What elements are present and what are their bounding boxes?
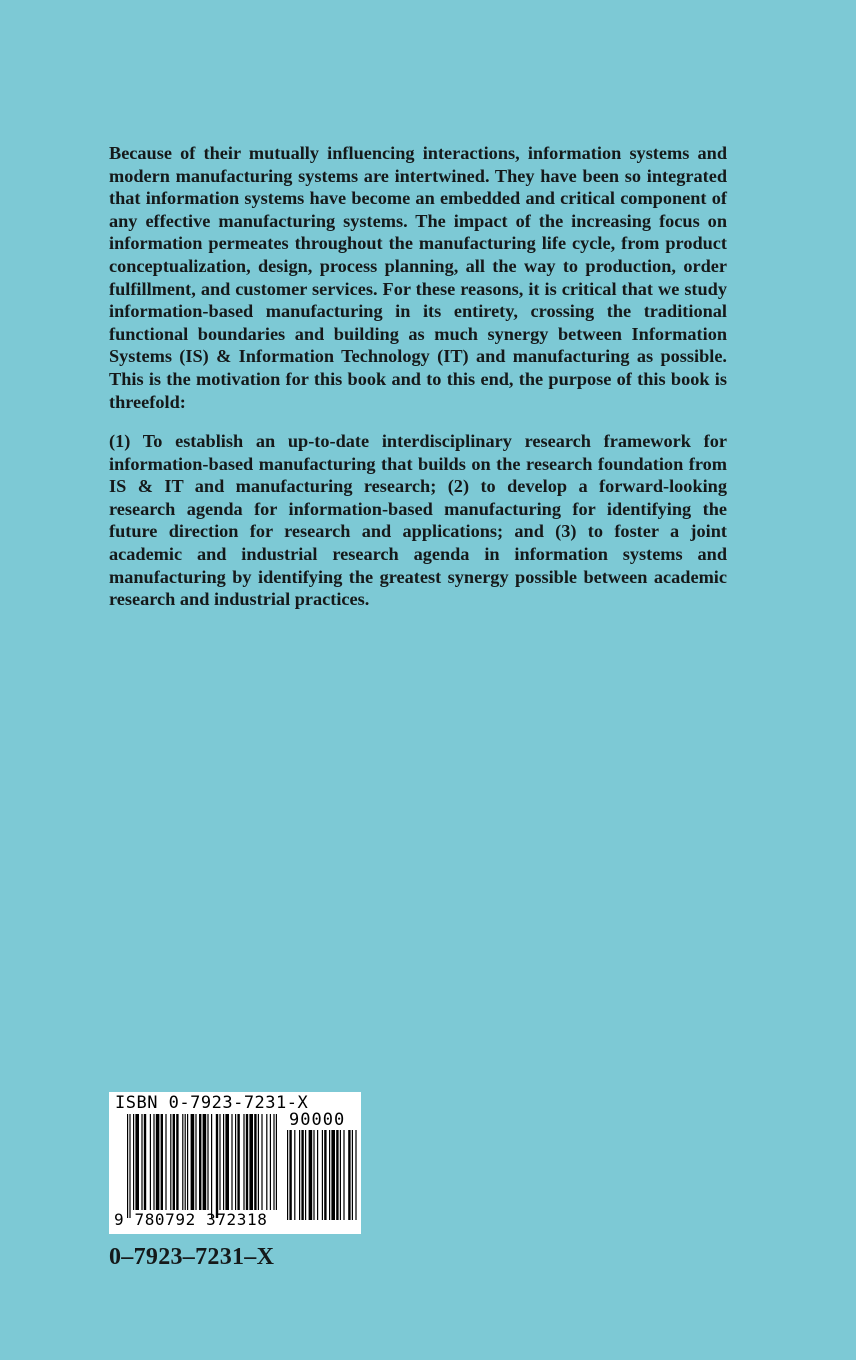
barcode-bar — [211, 1114, 212, 1218]
barcode-bar — [235, 1114, 236, 1210]
barcode-bar — [243, 1114, 244, 1210]
barcode-bar — [313, 1130, 314, 1220]
barcode-bar — [329, 1130, 330, 1220]
barcode-bar — [195, 1114, 196, 1210]
barcode-bar — [135, 1114, 139, 1210]
barcode-bar — [191, 1114, 195, 1210]
barcode-bar — [182, 1114, 183, 1210]
barcode-bar — [352, 1130, 353, 1220]
isbn-barcode — [109, 1092, 361, 1234]
barcode-ean-digits: 9 780792 372318 — [114, 1210, 268, 1229]
barcode-bar — [254, 1114, 256, 1210]
barcode-bar — [287, 1130, 288, 1220]
barcode-bar — [331, 1130, 335, 1220]
barcode-bar — [127, 1114, 128, 1218]
barcode-bar — [203, 1114, 207, 1210]
barcode-isbn-label: ISBN 0-7923-7231-X — [115, 1093, 309, 1113]
barcode-bar — [219, 1114, 220, 1210]
barcode-bar — [299, 1130, 300, 1220]
barcode-bar — [207, 1114, 208, 1210]
barcode-bar — [266, 1114, 267, 1210]
barcode-bar — [223, 1114, 224, 1210]
barcode-bar — [185, 1114, 186, 1210]
barcode-bar — [176, 1114, 178, 1210]
barcode-bar — [309, 1130, 313, 1220]
barcode-bar — [216, 1114, 218, 1218]
barcode-bar — [261, 1114, 262, 1210]
barcode-addon-bars — [287, 1130, 357, 1228]
barcode-bar — [258, 1114, 259, 1210]
description-paragraph-1: Because of their mutually influencing interactions, information systems and modern manufacturing systems are intertwined. They have been so integrated that information systems have become an embedded and critical component of any effective manufacturing systems. The impact of the increasing focus on information permeates throughout the manufacturing life cycle, from product conceptualization, design, process planning, all the way to production, order fulfillment, and customer services. For these reasons, it is critical that we study information-based manufacturing in its entirety, crossing the traditional functional boundaries and building as much synergy between Information Systems (IS) & Information Technology (IT) and manufacturing as possible. This is the motivation for this book and to this end, the purpose of this book is threefold: — [109, 143, 727, 412]
barcode-bar — [355, 1130, 356, 1220]
description-paragraph-2: (1) To establish an up-to-date interdisciplinary research framework for information-based manufacturing that builds on the research foundation from IS & IT and manufacturing research; (2) to develop a forward-looking research agenda for information-based manufacturing for identifying the future direction for research and applications; and (3) to foster a joint academic and industrial research agenda in information systems and manufacturing by identifying the greatest synergy possible between academic research and industrial practices. — [109, 431, 727, 610]
barcode-bar — [336, 1130, 338, 1220]
barcode-bar — [173, 1114, 175, 1210]
barcode-bar — [317, 1130, 318, 1220]
barcode-bar — [294, 1130, 295, 1220]
barcode-bar — [273, 1114, 274, 1210]
barcode-bar — [340, 1130, 341, 1220]
barcode-bar — [348, 1130, 350, 1220]
barcode-bar — [165, 1114, 166, 1210]
barcode-bar — [170, 1114, 171, 1210]
barcode-bar — [144, 1114, 146, 1210]
barcode-bar — [199, 1114, 201, 1210]
barcode-bar — [141, 1114, 142, 1210]
barcode-bar — [161, 1114, 163, 1210]
isbn-footer: 0–7923–7231–X — [109, 1244, 275, 1270]
barcode-bar — [225, 1114, 229, 1210]
barcode-bar — [187, 1114, 188, 1210]
barcode-bar — [322, 1130, 323, 1220]
barcode-bar — [246, 1114, 248, 1210]
barcode-bar — [305, 1130, 306, 1220]
barcode-bar — [133, 1114, 134, 1210]
barcode-addon-code: 90000 — [289, 1110, 346, 1130]
barcode-bar — [231, 1114, 232, 1210]
barcode-bar — [324, 1130, 326, 1220]
barcode-bar — [153, 1114, 154, 1210]
barcode-bar — [270, 1114, 271, 1210]
barcode-main-bars — [127, 1114, 277, 1218]
barcode-bar — [301, 1130, 303, 1220]
barcode-bar — [249, 1114, 253, 1210]
barcode-bar — [150, 1114, 151, 1210]
barcode-bar — [343, 1130, 344, 1220]
barcode-bar — [237, 1114, 239, 1210]
barcode-bar — [289, 1130, 291, 1220]
barcode-bar — [156, 1114, 160, 1210]
barcode-bar — [276, 1114, 277, 1210]
barcode-bar — [129, 1114, 130, 1218]
